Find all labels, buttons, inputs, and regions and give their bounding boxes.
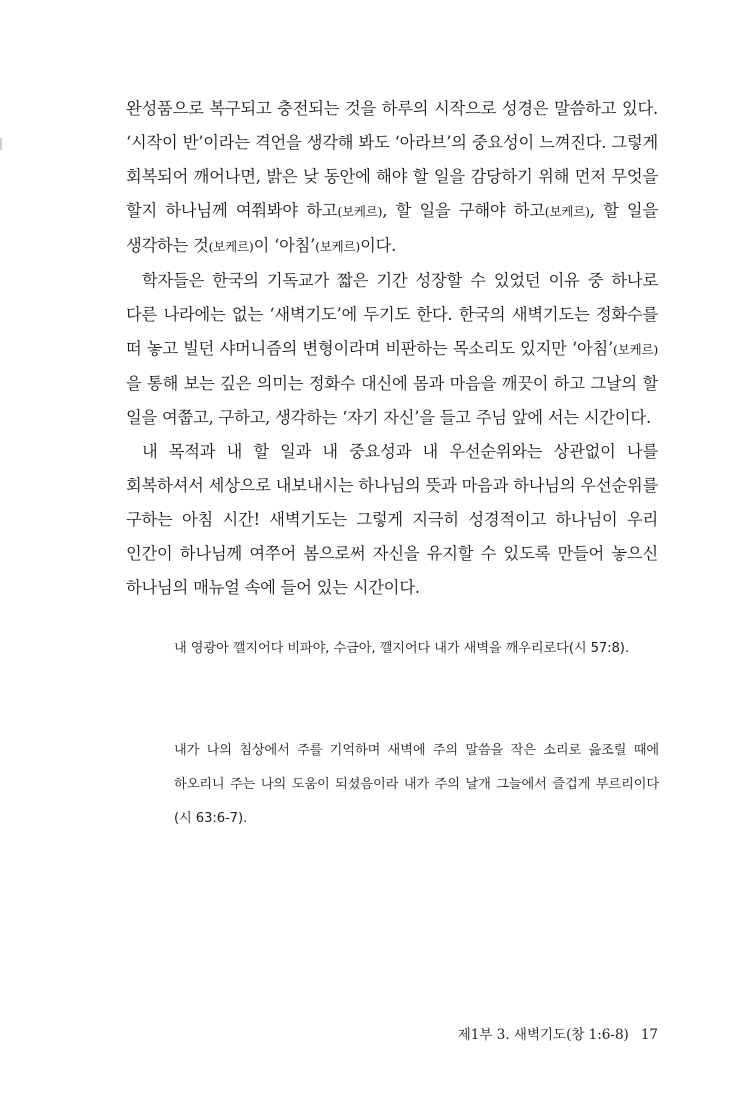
text-run: 을 통해 보는 깊은 의미는 정화수 대신에 몸과 마음을 깨끗이 하고 그날의 할 일을 여쭙고, 구하고, 생각하는 ‘자기 자신’을 들고 주님 앞에 서는 시간이다. (126, 374, 658, 427)
annotation: (보케르) (544, 204, 590, 219)
text-run: 학자들은 한국의 기독교가 짧은 기간 성장할 수 있었던 이유 중 하나로 다른 나라에는 없는 ‘새벽기도’에 두기도 한다. 한국의 새벽기도는 정화수를 떠 놓고 빌던 샤머니즘의 변형이라며 비판하는 목소리도 있지만 ‘아침’ (126, 271, 658, 358)
scripture-quote-1 (174, 632, 659, 666)
annotation: (보케르) (337, 204, 383, 219)
text-run: 이다. (360, 236, 397, 255)
text-run: , 할 일을 구해야 하고 (382, 201, 545, 220)
running-head: 제1부 3. 새벽기도(창 1:6-8) (457, 1027, 629, 1043)
paragraph-1 (126, 92, 658, 264)
text-run: 내 목적과 내 할 일과 내 중요성과 내 우선순위와는 상관없이 나를 회복하셔서 세상으로 내보내시는 하나님의 뜻과 마음과 하나님의 우선순위를 구하는 아침 시간! 새벽기도는 그렇게 지극히 성경적이고 하나님이 우리 인간이 하나님께 여쭈어 봄으로써 자신을 유지할 수 있도록 만들어 놓으신 하나님의 매뉴얼 속에 들어 있는 시간이다. (126, 442, 658, 597)
text-run: , 할 일을 생각하는 것 (126, 201, 658, 255)
body-text (126, 92, 658, 605)
annotation: (보케르) (613, 342, 658, 357)
text-run: 이 ‘아침’ (253, 236, 316, 255)
annotation: (보케르) (315, 239, 361, 254)
text-run: 완성품으로 복구되고 충전되는 것을 하루의 시작으로 성경은 말씀하고 있다. ‘시작이 반’이라는 격언을 생각해 봐도 ‘아라브’의 중요성이 느껴진다. 그렇게 회복되어 깨어나면, 밝은 낮 동안에 해야 할 일을 감당하기 위해 먼저 무엇을 할지 하나님께 여쭤봐야 하고 (126, 99, 658, 220)
scripture-quote-2 (174, 734, 659, 836)
paragraph-2 (126, 264, 658, 435)
margin-mark (0, 138, 2, 150)
paragraph-3 (126, 435, 658, 605)
page-number: 17 (640, 1027, 658, 1043)
page-footer (458, 1023, 658, 1043)
quote-text: 내 영광아 깰지어다 비파야, 수금아, 깰지어다 내가 새벽을 깨우리로다(시 57:8). (174, 641, 629, 656)
annotation: (보케르) (208, 239, 254, 254)
quote-text: 내가 나의 침상에서 주를 기억하며 새벽에 주의 말씀을 작은 소리로 읊조릴 때에 하오리니 주는 나의 도움이 되셨음이라 내가 주의 날개 그늘에서 즐겁게 부르리이다(시 63:6-7). (174, 743, 659, 826)
